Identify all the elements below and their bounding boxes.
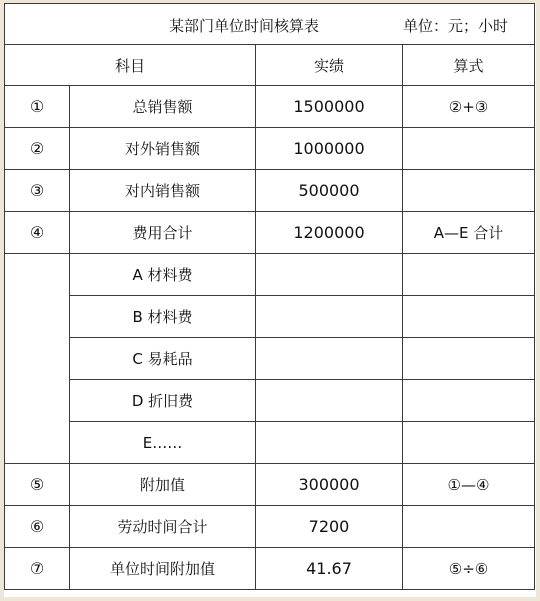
table-row [5,86,535,128]
sub-item-actual [256,296,403,338]
row-actual: 7200 [256,506,403,548]
sub-item-formula [403,380,535,422]
row-subject: 对内销售额 [70,170,256,212]
row-index: ② [5,128,70,170]
table-row [5,254,535,296]
row-index: ③ [5,170,70,212]
row-index: ① [5,86,70,128]
row-actual: 500000 [256,170,403,212]
table-row [5,296,535,338]
header-actual: 实绩 [256,45,403,86]
row-subject: 费用合计 [70,212,256,254]
row-subject: 单位时间附加值 [70,548,256,590]
sub-item-subject: E…… [70,422,256,464]
row-subject: 附加值 [70,464,256,506]
table-row [5,128,535,170]
unit-note: 单位：元；小时 [403,17,509,35]
table-row [5,422,535,464]
sub-item-subject: B 材料费 [70,296,256,338]
table-row [5,338,535,380]
sub-item-formula [403,296,535,338]
sub-item-actual [256,380,403,422]
row-formula: A—E 合计 [403,212,535,254]
title-row [5,4,535,45]
sub-item-actual [256,254,403,296]
row-formula: ①—④ [403,464,535,506]
row-index: ④ [5,212,70,254]
header-row [5,45,535,86]
title-cell [5,4,535,45]
row-actual: 1200000 [256,212,403,254]
accounting-table [4,3,535,590]
row-index: ⑤ [5,464,70,506]
row-actual: 300000 [256,464,403,506]
row-index: ⑥ [5,506,70,548]
sub-item-formula [403,422,535,464]
table-title: 某部门单位时间核算表 [169,17,320,35]
header-formula: 算式 [403,45,535,86]
row-subject: 劳动时间合计 [70,506,256,548]
table-row [5,548,535,590]
sub-item-subject: D 折旧费 [70,380,256,422]
table-row [5,212,535,254]
row-subject: 对外销售额 [70,128,256,170]
row-formula [403,128,535,170]
sub-item-subject: A 材料费 [70,254,256,296]
row-subject: 总销售额 [70,86,256,128]
sub-item-actual [256,422,403,464]
table-row [5,464,535,506]
row-index: ⑦ [5,548,70,590]
row-actual: 1000000 [256,128,403,170]
sub-item-formula [403,338,535,380]
table-row [5,170,535,212]
table-row [5,380,535,422]
table-row [5,506,535,548]
row-actual: 41.67 [256,548,403,590]
row-formula [403,170,535,212]
row-formula [403,506,535,548]
row-formula: ⑤÷⑥ [403,548,535,590]
sub-item-subject: C 易耗品 [70,338,256,380]
row-actual: 1500000 [256,86,403,128]
sub-item-formula [403,254,535,296]
sub-item-actual [256,338,403,380]
row-formula: ②+③ [403,86,535,128]
header-subject: 科目 [5,45,256,86]
blank-index-cell [5,254,70,464]
